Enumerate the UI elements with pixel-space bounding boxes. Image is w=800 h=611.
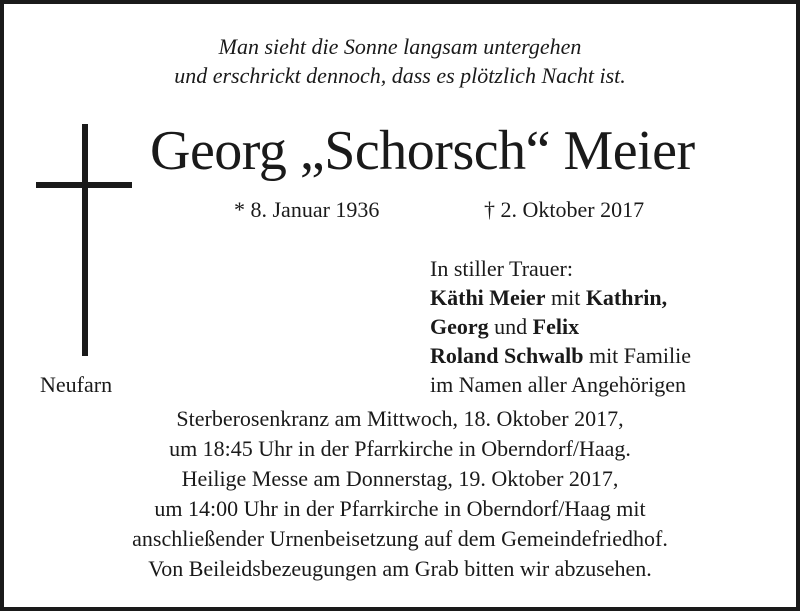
mourner-connector: mit [545, 285, 586, 310]
mourner-name: Georg [430, 314, 489, 339]
motto [4, 32, 796, 90]
birth-date: * 8. Januar 1936 [234, 197, 380, 222]
mourners-block [430, 254, 691, 399]
mourner-line [430, 283, 691, 312]
notice-line: Sterberosenkranz am Mittwoch, 18. Oktober 2017, [176, 406, 624, 431]
mourner-name: Roland Schwalb [430, 343, 584, 368]
motto-line: Man sieht die Sonne langsam untergehen [218, 34, 582, 59]
cross-icon [36, 124, 132, 356]
notice-line: um 14:00 Uhr in der Pfarrkirche in Oberndorf/Haag mit [154, 496, 646, 521]
place-name: Neufarn [40, 372, 113, 397]
mourner-name: Felix [532, 314, 580, 339]
notice-line: Von Beileidsbezeugungen am Grab bitten wir abzusehen. [148, 556, 652, 581]
mourners-intro: In stiller Trauer: [430, 256, 573, 281]
motto-line: und erschrickt dennoch, dass es plötzlich Nacht ist. [174, 63, 626, 88]
mourners-closing: im Namen aller Angehörigen [430, 372, 686, 397]
mourner-line [430, 312, 691, 341]
notice-line: um 18:45 Uhr in der Pfarrkirche in Oberndorf/Haag. [169, 436, 631, 461]
notice-line: anschließender Urnenbeisetzung auf dem Gemeindefriedhof. [132, 526, 668, 551]
deceased-name: Georg „Schorsch“ Meier [150, 120, 695, 182]
notice-line: Heilige Messe am Donnerstag, 19. Oktober 2017, [181, 466, 619, 491]
funeral-notice [4, 404, 796, 584]
mourner-connector: und [488, 314, 533, 339]
death-date: † 2. Oktober 2017 [484, 197, 645, 222]
mourner-line [430, 341, 691, 370]
mourner-connector: mit Familie [583, 343, 692, 368]
mourner-name: Kathrin, [585, 285, 668, 310]
mourner-name: Käthi Meier [430, 285, 546, 310]
